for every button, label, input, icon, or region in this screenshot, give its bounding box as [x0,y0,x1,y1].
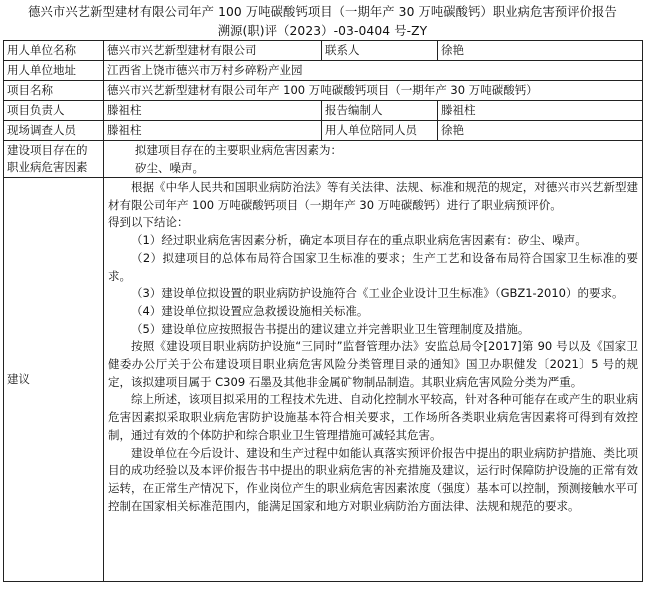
report-summary-table [3,40,643,582]
label-report-author: 报告编制人 [322,101,438,121]
value-report-author: 滕祖柱 [438,101,643,121]
report-title [0,3,645,41]
label-site-investigators: 现场调查人员 [4,121,104,141]
paragraph: 建设单位在今后设计、建设和生产过程中如能认真落实预评价报告中提出的职业病防护措施、类比项目的成功经验以及本评价报告书中提出的职业病危害的补充措施及建议，运行时保障防护设施的正常有效运转，在正常生产情况下，作业岗位产生的职业病危害因素浓度（强度）基本可以控制，预测接触水平可控制在国家相关标准范围内，能满足国家和地方对职业病防治方面法律、法规和规范的要求。 [108,445,638,513]
label-contact: 联系人 [322,41,438,61]
label-employer-address: 用人单位地址 [4,61,104,81]
value-employer-address: 江西省上饶市德兴市万村乡碎粉产业园 [104,61,643,81]
label-accompanying-staff: 用人单位陪同人员 [322,121,438,141]
value-hazard-factors: 拟建项目存在的主要职业病危害因素为： 矽尘、噪声。 [104,141,643,178]
value-site-investigators: 滕祖柱 [104,121,322,141]
report-title-line1: 德兴市兴艺新型建材有限公司年产 100 万吨碳酸钙项目（一期年产 30 万吨碳酸钙）职业病危害预评价报告 [28,5,617,19]
value-employer-name: 德兴市兴艺新型建材有限公司 [104,41,322,61]
label-project-lead: 项目负责人 [4,101,104,121]
label-project-name: 项目名称 [4,81,104,101]
value-project-lead: 滕祖柱 [104,101,322,121]
paragraph: （5）建设单位应按照报告书提出的建议建立并完善职业卫生管理制度及措施。 [131,321,530,336]
report-number: 溯源(职)评（2023）-03-0404 号-ZY [217,24,428,38]
label-employer-name: 用人单位名称 [4,41,104,61]
recommendations-text [104,178,643,582]
paragraph: （4）建设单位拟设置应急救援设施相关标准。 [131,303,369,318]
table-row [4,81,643,101]
table-row [4,141,643,178]
table-row [4,101,643,121]
paragraph: （3）建设单位拟设置的职业病防护设施符合《工业企业设计卫生标准》（GBZ1-2010）的要求。 [131,286,624,301]
table-row [4,41,643,61]
table-row [4,121,643,141]
value-project-name: 德兴市兴艺新型建材有限公司年产 100 万吨碳酸钙项目（一期年产 30 万吨碳酸钙） [104,81,643,101]
table-row [4,178,643,582]
label-recommendations: 建议 [4,178,104,582]
table-row [4,61,643,81]
paragraph: 根据《中华人民共和国职业病防治法》等有关法律、法规、标准和规范的规定，对德兴市兴艺新型建材有限公司年产 100 万吨碳酸钙项目（一期年产 30 万吨碳酸钙）进行了职业病预评价。 [108,180,638,212]
value-contact: 徐艳 [438,41,643,61]
paragraph: 综上所述，该项目拟采用的工程技术先进、自动化控制水平较高，针对各种可能存在或产生的职业病危害因素拟采取职业病危害防护设施基本符合相关要求，工作场所各类职业病危害因素将可得到有效控制，通过有效的个体防护和综合职业卫生管理措施可减轻其危害。 [108,392,638,442]
paragraph: （2）拟建项目的总体布局符合国家卫生标准的要求；生产工艺和设备布局符合国家卫生标准的要求。 [108,250,638,283]
paragraph: 按照《建设项目职业病防护设施“三同时”监督管理办法》安监总局令[2017]第 90 号以及《国家卫健委办公厅关于公布建设项目职业病危害风险分类管理目录的通知》国卫办职健发〔2021〕5 号的规定，该拟建项目属于 C309 石墨及其他非金属矿物制品制造。其职业病危害风险分类为严重。 [108,339,638,389]
paragraph: （1）经过职业病危害因素分析，确定本项目存在的重点职业病危害因素有：矽尘、噪声。 [131,233,587,248]
paragraph: 得到以下结论： [108,215,189,230]
value-accompanying-staff: 徐艳 [438,121,643,141]
label-hazard-factors: 建设项目存在的 职业病危害因素 [4,141,104,178]
